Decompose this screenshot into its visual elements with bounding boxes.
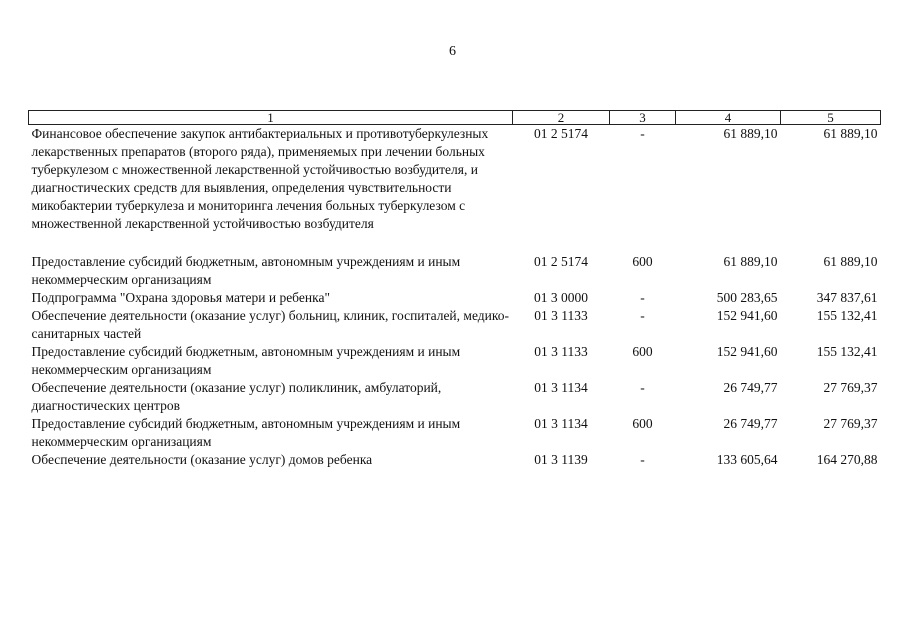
row-code: 01 3 1134 xyxy=(534,416,588,431)
table-row xyxy=(29,289,881,307)
row-amount-1: 26 749,77 xyxy=(723,380,778,395)
row-type: 600 xyxy=(632,416,653,431)
row-amount-2: 61 889,10 xyxy=(823,254,878,269)
table-row xyxy=(29,125,881,234)
row-amount-2: 155 132,41 xyxy=(816,344,878,359)
row-amount-2: 164 270,88 xyxy=(816,452,878,467)
row-type: - xyxy=(640,126,645,141)
row-amount-2: 61 889,10 xyxy=(823,126,878,141)
header-col-3: 3 xyxy=(610,111,676,125)
header-col-5: 5 xyxy=(781,111,881,125)
header-col-1: 1 xyxy=(29,111,513,125)
table-row xyxy=(29,379,881,415)
row-code: 01 2 5174 xyxy=(534,254,588,269)
row-name: Предоставление субсидий бюджетным, автономным учреждениям и иным некоммерческим организациям xyxy=(31,416,461,449)
budget-table xyxy=(28,110,881,469)
row-type: - xyxy=(640,452,645,467)
row-amount-1: 61 889,10 xyxy=(723,254,778,269)
row-amount-1: 152 941,60 xyxy=(716,344,778,359)
header-row xyxy=(29,111,881,125)
table-row xyxy=(29,451,881,469)
table-row xyxy=(29,343,881,379)
row-name: Обеспечение деятельности (оказание услуг) поликлиник, амбулаторий, диагностических центров xyxy=(31,380,442,413)
row-amount-2: 27 769,37 xyxy=(823,416,878,431)
table-row xyxy=(29,307,881,343)
row-code: 01 3 1134 xyxy=(534,380,588,395)
row-name: Обеспечение деятельности (оказание услуг) больниц, клиник, госпиталей, медико-санитарных частей xyxy=(31,308,509,341)
row-amount-1: 133 605,64 xyxy=(716,452,778,467)
row-amount-1: 26 749,77 xyxy=(723,416,778,431)
row-name: Финансовое обеспечение закупок антибактериальных и противотуберкулезных лекарственных препаратов (второго ряда), применяемых при лечении больных туберкулезом с множественной лекарственной устойчивостью возбудителя, и диагностических средств для выявления, определения чувствительности микобактерии туберкулеза и мониторинга лечения больных туберкулезом с множественной лекарственной устойчивостью возбудителя xyxy=(31,126,489,231)
row-name: Обеспечение деятельности (оказание услуг) домов ребенка xyxy=(31,452,373,467)
row-amount-1: 152 941,60 xyxy=(716,308,778,323)
row-type: 600 xyxy=(632,254,653,269)
row-code: 01 3 1139 xyxy=(534,452,588,467)
row-name: Предоставление субсидий бюджетным, автономным учреждениям и иным некоммерческим организациям xyxy=(31,254,461,287)
row-spacer xyxy=(29,233,881,253)
row-code: 01 3 1133 xyxy=(534,308,588,323)
row-amount-2: 155 132,41 xyxy=(816,308,878,323)
row-code: 01 3 1133 xyxy=(534,344,588,359)
row-amount-1: 61 889,10 xyxy=(723,126,778,141)
row-code: 01 3 0000 xyxy=(534,290,588,305)
row-name: Предоставление субсидий бюджетным, автономным учреждениям и иным некоммерческим организациям xyxy=(31,344,461,377)
row-type: - xyxy=(640,308,645,323)
row-type: 600 xyxy=(632,344,653,359)
table-body xyxy=(29,125,881,470)
row-type: - xyxy=(640,290,645,305)
header-col-2: 2 xyxy=(513,111,610,125)
row-name: Подпрограмма "Охрана здоровья матери и ребенка" xyxy=(31,290,330,305)
table-row xyxy=(29,415,881,451)
row-amount-1: 500 283,65 xyxy=(716,290,778,305)
row-type: - xyxy=(640,380,645,395)
header-col-4: 4 xyxy=(676,111,781,125)
table-header xyxy=(29,111,881,125)
row-amount-2: 27 769,37 xyxy=(823,380,878,395)
table-row xyxy=(29,253,881,289)
row-code: 01 2 5174 xyxy=(534,126,588,141)
row-amount-2: 347 837,61 xyxy=(816,290,878,305)
page-number: 6 xyxy=(449,44,456,59)
